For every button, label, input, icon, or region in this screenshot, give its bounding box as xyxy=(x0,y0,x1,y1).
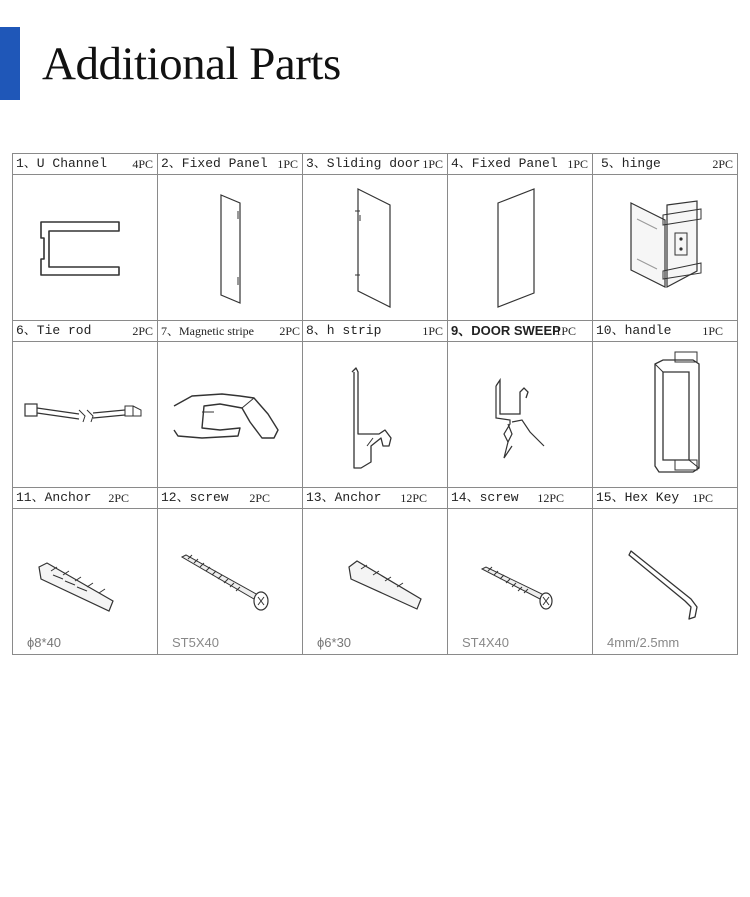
part-name: 9、DOOR SWEEP xyxy=(451,323,561,338)
part-image-cell xyxy=(593,342,738,488)
part-qty: 4PC xyxy=(132,157,153,171)
fixed-panel-icon xyxy=(448,175,592,320)
part-qty: 2PC xyxy=(108,491,129,505)
part-spec: ϕ6*30 xyxy=(317,635,352,650)
part-image-cell xyxy=(448,509,593,655)
part-header xyxy=(13,321,158,342)
part-image-cell xyxy=(303,175,448,321)
door-sweep-icon xyxy=(448,342,592,487)
anchor-icon xyxy=(13,509,157,654)
hex-key-icon xyxy=(593,509,737,654)
hinge-icon xyxy=(593,175,737,320)
title-accent-bar xyxy=(0,27,20,100)
part-header xyxy=(158,488,303,509)
part-name: 7、Magnetic stripe xyxy=(161,324,254,338)
part-image-cell xyxy=(448,342,593,488)
part-header xyxy=(303,154,448,175)
part-header xyxy=(13,154,158,175)
screw-icon xyxy=(448,509,592,654)
part-name: 2、Fixed Panel xyxy=(161,156,268,171)
part-spec: ST5X40 xyxy=(172,635,219,650)
part-image-cell xyxy=(593,175,738,321)
part-header xyxy=(593,321,738,342)
part-name: 14、screw xyxy=(451,490,519,505)
part-qty: 2PC xyxy=(279,324,300,338)
part-image-cell xyxy=(303,509,448,655)
parts-table xyxy=(12,153,738,655)
part-qty: 2PC xyxy=(249,491,270,505)
part-qty: 1PC xyxy=(422,324,443,338)
sliding-door-icon xyxy=(303,175,447,320)
part-image-cell xyxy=(593,509,738,655)
part-header xyxy=(158,321,303,342)
part-header xyxy=(448,321,593,342)
part-header xyxy=(158,154,303,175)
part-name: 5、hinge xyxy=(601,156,661,171)
part-qty: 2PC xyxy=(712,157,733,171)
part-name: 15、Hex Key xyxy=(596,490,680,505)
part-name: 3、Sliding door xyxy=(306,156,421,171)
part-qty: 1PC xyxy=(277,157,298,171)
part-qty: 1PC xyxy=(422,157,443,171)
part-image-cell xyxy=(13,509,158,655)
part-header xyxy=(303,321,448,342)
part-name: 10、handle xyxy=(596,323,672,338)
part-name: 4、Fixed Panel xyxy=(451,156,558,171)
part-header xyxy=(448,154,593,175)
page-title: Additional Parts xyxy=(42,38,341,90)
part-qty: 12PC xyxy=(400,491,427,505)
part-image-cell xyxy=(13,175,158,321)
part-image-cell xyxy=(158,509,303,655)
h-strip-icon xyxy=(303,342,447,487)
fixed-panel-icon xyxy=(158,175,302,320)
part-qty: 1PC xyxy=(702,324,723,338)
part-qty: 1PC xyxy=(555,324,576,338)
part-image-cell xyxy=(158,175,303,321)
u-channel-icon xyxy=(13,175,157,320)
part-qty: 12PC xyxy=(537,491,564,505)
part-name: 1、U Channel xyxy=(16,156,108,171)
part-image-cell xyxy=(13,342,158,488)
part-spec: ST4X40 xyxy=(462,635,509,650)
part-name: 8、h strip xyxy=(306,323,382,338)
handle-icon xyxy=(593,342,737,487)
part-header xyxy=(593,488,738,509)
part-header xyxy=(593,154,738,175)
part-qty: 1PC xyxy=(567,157,588,171)
part-qty: 2PC xyxy=(132,324,153,338)
part-spec: ϕ8*40 xyxy=(27,635,62,650)
part-spec: 4mm/2.5mm xyxy=(607,635,680,650)
part-image-cell xyxy=(158,342,303,488)
part-name: 12、screw xyxy=(161,490,229,505)
part-name: 13、Anchor xyxy=(306,490,382,505)
part-image-cell xyxy=(448,175,593,321)
anchor-icon xyxy=(303,509,447,654)
part-header xyxy=(13,488,158,509)
tie-rod-icon xyxy=(13,342,157,487)
part-name: 11、Anchor xyxy=(16,490,92,505)
part-header xyxy=(303,488,448,509)
part-header xyxy=(448,488,593,509)
screw-icon xyxy=(158,509,302,654)
magnetic-stripe-icon xyxy=(158,342,302,487)
part-qty: 1PC xyxy=(692,491,713,505)
part-image-cell xyxy=(303,342,448,488)
part-name: 6、Tie rod xyxy=(16,323,92,338)
